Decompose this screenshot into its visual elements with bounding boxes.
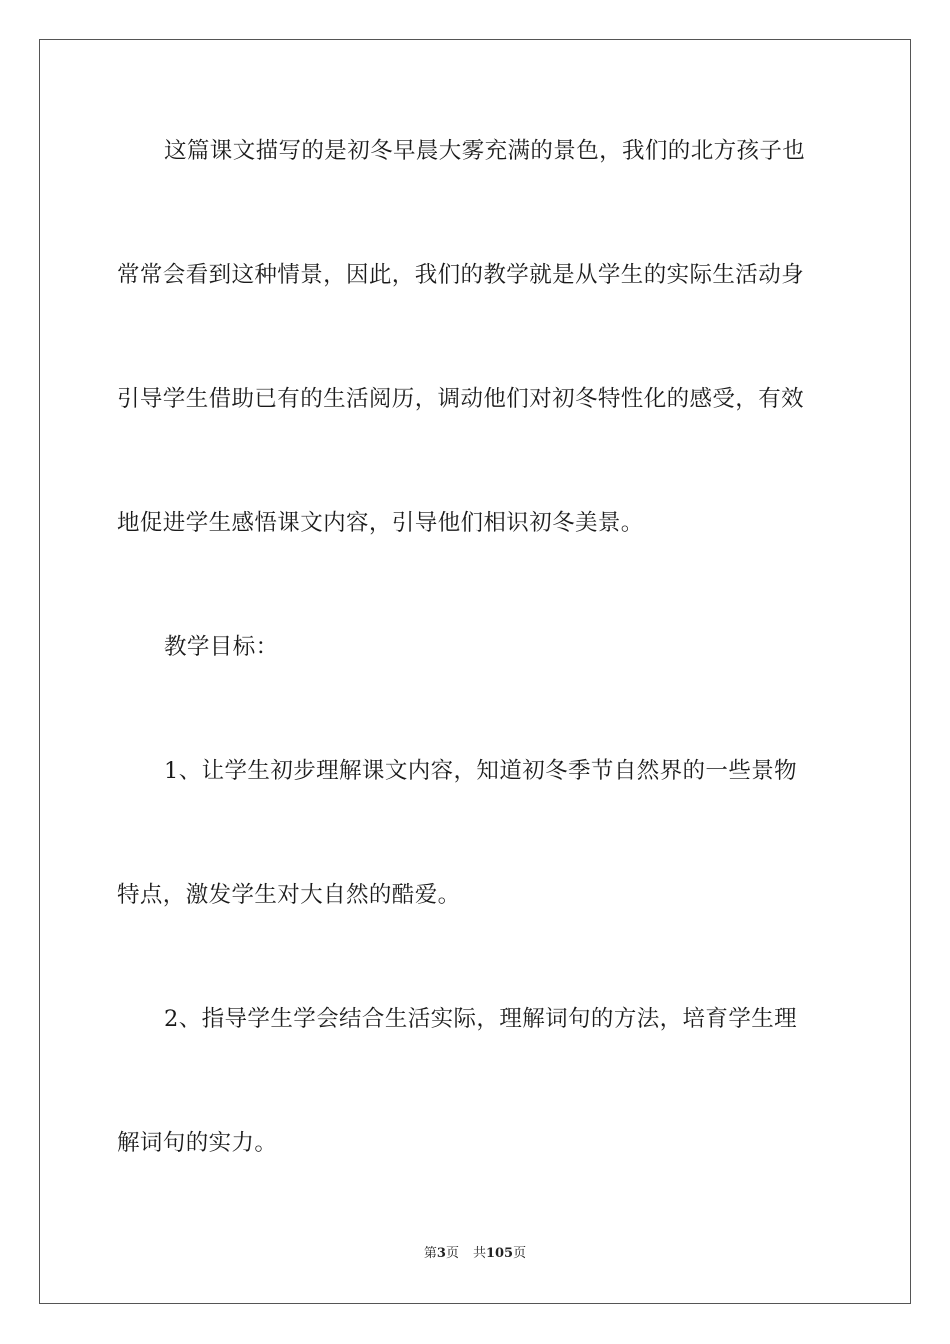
footer-page-prefix: 第: [423, 1246, 437, 1261]
footer-page-number: 3: [436, 1246, 446, 1261]
objective-1-line-1: 1、让学生初步理解课文内容，知道初冬季节自然界的一些景物: [164, 758, 798, 784]
paragraph-1-line-4: 地促进学生感悟课文内容，引导他们相识初冬美景。: [117, 510, 644, 536]
paragraph-1-line-1: 这篇课文描写的是初冬早晨大雾充满的景色，我们的北方孩子也: [164, 138, 806, 164]
page-footer: [0, 1245, 950, 1263]
objective-2-line-2: 解词句的实力。: [117, 1130, 278, 1156]
page-border: [39, 39, 911, 1304]
footer-total-suffix: 页: [513, 1246, 527, 1261]
footer-total-pages: 105: [485, 1246, 514, 1261]
paragraph-1-line-2: 常常会看到这种情景，因此，我们的教学就是从学生的实际生活动身: [117, 262, 805, 288]
section-heading-objectives: 教学目标：: [164, 634, 279, 660]
footer-total-prefix: 共: [472, 1246, 486, 1261]
paragraph-1-line-3: 引导学生借助已有的生活阅历，调动他们对初冬特性化的感受，有效: [117, 386, 805, 412]
objective-2-line-1: 2、指导学生学会结合生活实际，理解词句的方法，培育学生理: [164, 1006, 798, 1032]
objective-1-line-2: 特点，激发学生对大自然的酷爱。: [117, 882, 461, 908]
footer-page-suffix: 页: [445, 1246, 459, 1261]
